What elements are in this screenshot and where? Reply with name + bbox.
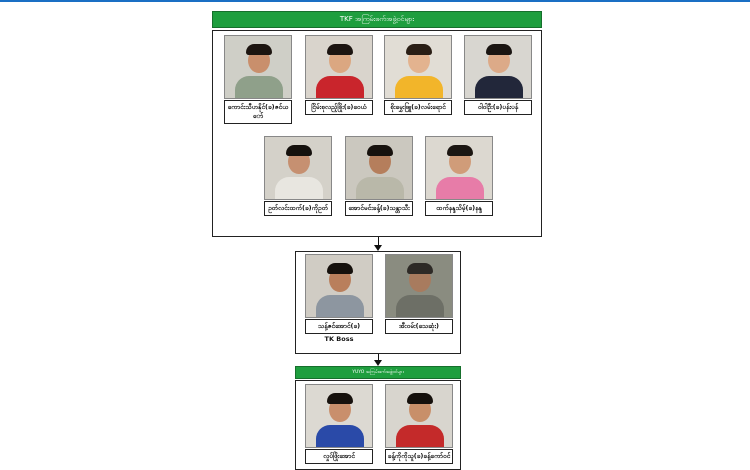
member-name: ခန့်ကိုကိုသူ(ခ)ခန့်ကော်ဝင် [385,449,453,464]
top-accent-bar [0,0,750,2]
member-card [425,136,493,216]
member-card [305,384,373,464]
member-name: သန့်ဇင်အောင်(ခ) [305,319,373,334]
member-name: စိုးမွှေးဖြူ(ခ)လမ်းရောင် [384,100,452,115]
member-card [224,35,292,124]
person-torso [475,76,523,99]
member-name: ဥတ်လင်းထက်(ခ)ကိုဥတ် [264,201,332,216]
person-hair [327,263,353,274]
person-torso [316,76,364,99]
person-torso [316,295,364,318]
person-hair [246,44,272,55]
person-torso [316,425,364,448]
member-name: အောင်မင်းခန့်(ခ)သန္တာသီး [345,201,413,216]
person-hair [367,145,393,156]
member-photo [384,35,452,99]
member-photo [425,136,493,200]
member-card [385,384,453,464]
member-name: ထက်နန္ဒသိမ့်(ခ)နန္ဒ [425,201,493,216]
member-name: ကောင်းသီဟနိုင်(ခ)ဇင်ယော် [224,100,292,124]
member-alias: TK Boss [324,335,354,343]
person-torso [436,177,484,200]
member-card [464,35,532,115]
yuyo-group-frame [295,380,461,470]
person-torso [235,76,283,99]
person-hair [407,263,433,274]
person-hair [406,44,432,55]
person-torso [275,177,323,200]
member-card [264,136,332,216]
member-photo [385,384,453,448]
member-photo [224,35,292,99]
member-photo [464,35,532,99]
person-hair [407,393,433,404]
member-card [345,136,413,216]
member-photo [305,384,373,448]
person-torso [395,76,443,99]
member-photo [264,136,332,200]
member-photo [385,254,453,318]
person-hair [286,145,312,156]
member-card [305,254,373,343]
member-name: ဝါဝါဦး(ခ)ပန်းပန် [464,100,532,115]
person-torso [396,425,444,448]
member-card [385,254,453,334]
member-photo [345,136,413,200]
member-name: လှုပ်ဖြိုးအောင် [305,449,373,464]
person-hair [447,145,473,156]
member-photo [305,35,373,99]
tkf-group-frame [212,30,542,237]
person-torso [356,177,404,200]
member-name: ငြိမ်းစုလည့်ဖြိုး(ခ)ဝေယံ [305,100,373,115]
boss-group-frame [295,251,461,354]
person-torso [396,295,444,318]
tkf-group-header: TKF အကြမ်းဖက်အဖွဲ့ဝင်များ [212,11,542,28]
yuyo-group-header: YUYO အကြမ်းဖက်အဖွဲ့ဝင်များ [295,366,461,379]
member-card [384,35,452,115]
person-hair [486,44,512,55]
person-hair [327,44,353,55]
person-hair [327,393,353,404]
member-card [305,35,373,115]
member-name: အီးဝမ်း(သေဆုံး) [385,319,453,334]
member-photo [305,254,373,318]
